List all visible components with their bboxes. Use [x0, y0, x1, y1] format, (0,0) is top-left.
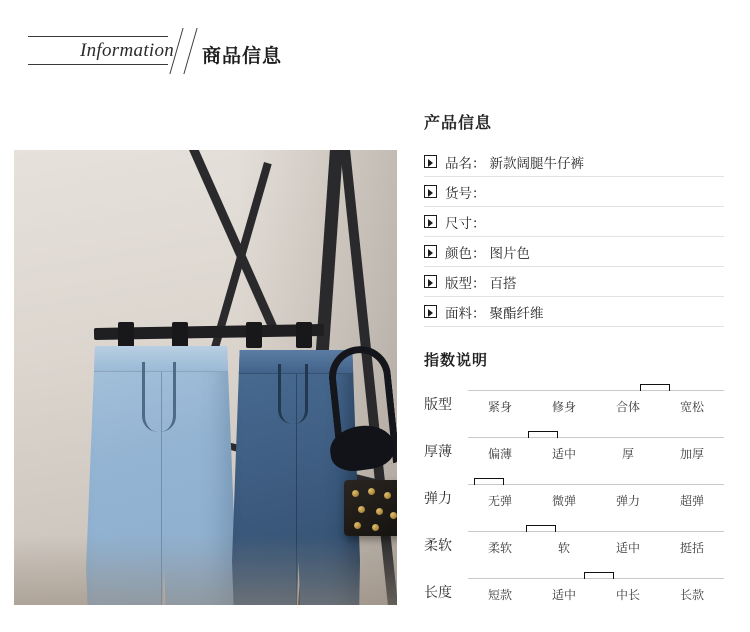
product-info-list [424, 147, 724, 327]
index-label: 长度 [424, 583, 452, 600]
arrow-bullet-icon [424, 185, 437, 198]
info-row-fabric [424, 297, 724, 327]
arrow-bullet-icon [424, 275, 437, 288]
header-english-title: Information [74, 40, 180, 62]
index-option: 中长 [615, 588, 640, 602]
arrow-bullet-icon [424, 215, 437, 228]
index-option: 适中 [615, 541, 640, 555]
index-row-thickness [424, 427, 724, 474]
page-header [0, 0, 750, 96]
product-info-panel [424, 110, 734, 615]
info-key: 品名： [445, 155, 486, 171]
index-scale-line [468, 390, 724, 391]
index-label: 厚薄 [424, 442, 452, 459]
info-value: 图片色 [489, 245, 530, 261]
index-option: 宽松 [679, 400, 704, 414]
index-option: 超弹 [679, 494, 704, 508]
index-selected-marker [640, 384, 670, 385]
index-selected-marker [526, 525, 556, 526]
index-description-title: 指数说明 [424, 352, 489, 369]
info-key: 颜色： [445, 245, 486, 261]
index-scale [468, 427, 724, 474]
info-row-article-number [424, 177, 724, 207]
info-key: 版型： [445, 275, 486, 291]
index-option: 短款 [487, 588, 512, 602]
index-row-fit [424, 380, 724, 427]
info-value: 百搭 [489, 275, 517, 291]
index-option: 微弹 [551, 494, 576, 508]
page-title: 商品信息 [202, 46, 283, 67]
index-label: 弹力 [424, 489, 452, 506]
index-row-softness [424, 521, 724, 568]
index-scale-line [468, 578, 724, 579]
index-selected-marker [474, 478, 504, 479]
index-row-length [424, 568, 724, 615]
info-row-name [424, 147, 724, 177]
index-scale [468, 521, 724, 568]
index-option: 弹力 [615, 494, 640, 508]
info-row-fit [424, 267, 724, 297]
index-label: 柔软 [424, 536, 452, 553]
index-scale [468, 568, 724, 615]
index-option: 紧身 [487, 400, 512, 414]
index-scale [468, 474, 724, 521]
info-key: 尺寸： [445, 215, 486, 231]
index-option: 适中 [551, 447, 576, 461]
arrow-bullet-icon [424, 245, 437, 258]
index-option: 加厚 [679, 447, 704, 461]
info-key: 面料： [445, 305, 486, 321]
index-option: 柔软 [487, 541, 512, 555]
product-photo [14, 150, 397, 605]
info-value: 聚酯纤维 [489, 305, 544, 321]
index-label: 版型 [424, 395, 452, 412]
index-option: 无弹 [487, 494, 512, 508]
info-row-color [424, 237, 724, 267]
index-scale-line [468, 531, 724, 532]
header-slash-2 [183, 28, 197, 74]
photo-floor-gradient [14, 535, 397, 605]
hanger-clip [118, 322, 134, 348]
index-scale-line [468, 437, 724, 438]
index-selected-marker [528, 431, 558, 432]
arrow-bullet-icon [424, 155, 437, 168]
index-option: 适中 [551, 588, 576, 602]
hanger-clip [172, 322, 188, 348]
index-option: 厚 [621, 447, 634, 461]
index-option: 挺括 [679, 541, 704, 555]
index-scale-line [468, 484, 724, 485]
index-row-elasticity [424, 474, 724, 521]
index-option: 修身 [551, 400, 576, 414]
index-selected-marker [584, 572, 614, 573]
index-option: 长款 [679, 588, 704, 602]
arrow-bullet-icon [424, 305, 437, 318]
handbag-body [344, 480, 397, 536]
hanger-clip [296, 322, 312, 348]
index-option: 软 [557, 541, 570, 555]
index-option: 合体 [615, 400, 640, 414]
info-value: 新款阔腿牛仔裤 [489, 155, 584, 171]
product-info-title: 产品信息 [424, 115, 493, 132]
info-key: 货号： [445, 185, 486, 201]
index-option: 偏薄 [487, 447, 512, 461]
info-row-size [424, 207, 724, 237]
hanger-clip [246, 322, 262, 348]
index-scale [468, 380, 724, 427]
